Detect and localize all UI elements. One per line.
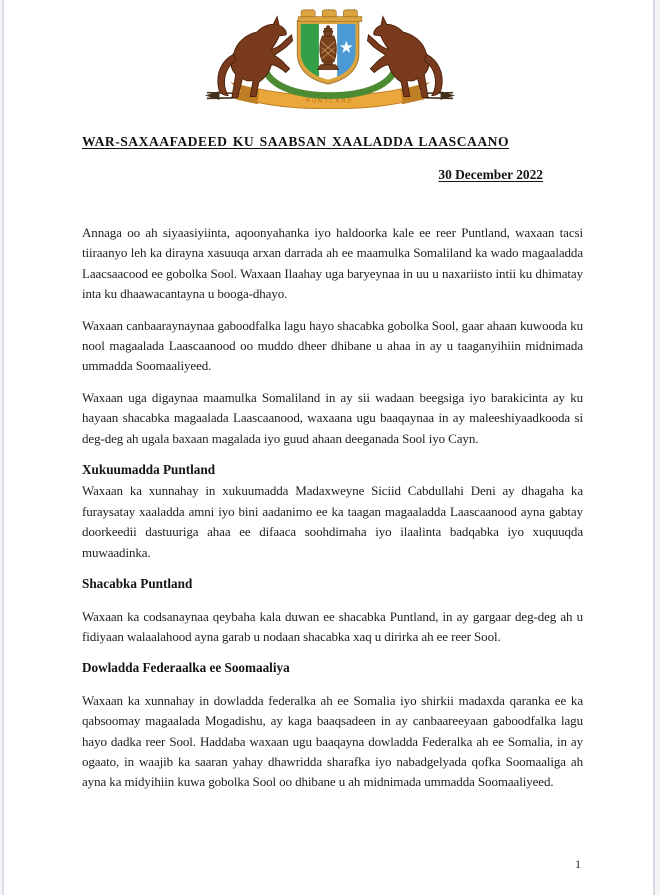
heading-shacabka-puntland: Shacabka Puntland (82, 576, 193, 592)
crown-icon (298, 9, 361, 22)
paragraph-warning-somaliland: Waxaan uga digaynaa maamulka Somaliland in ay sii wadaan beegsiga iyo barakicinta ay ku hayaan shacabka magaalada Laascaanood, waxaana ugu baaqaynaa in ay maleeshiyaadkooda si deg-deg ah ugala baxaan magalada iyo guud ahaan deeganada Sool iyo Cayn. (82, 389, 583, 446)
page-number: 1 (575, 857, 581, 871)
page-edge-right-outer (655, 0, 660, 895)
document-content (0, 134, 660, 793)
heading-dowladda-federaalka: Dowladda Federaalka ee Soomaaliya (82, 660, 290, 676)
ribbon-text: PUNTLAND (306, 98, 354, 105)
paragraph-condolence: Annaga oo ah siyaasiyiinta, aqoonyahanka iyo haldoorka kale ee reer Puntland, waxaan tacsi tiiraanyo leh ka dirayna xasuuqa arxan darrada ah ee maamulka Somaliland ka wado magaaladda Laacsaacood ee gobolka Sool. Waxaan Ilaahay uga baryeynaa in uu u naxariisto intii ku dhimatay inta ku dhaawacantayna u booga-dhayo. (82, 225, 583, 302)
paragraph-condemnation: Waxaan canbaaraynaynaa gaboodfalka lagu hayo shacabka gobolka Sool, gaar ahaan kuwooda ku nool magaalada Laascaanood oo muddo dheer dhibane u ahaa in ay u taaganyihiin midnimada ummadda Soomaaliyeed. (82, 317, 583, 374)
shield-icon (297, 21, 359, 84)
paragraph-puntland-government: Waxaan ka xunnahay in xukuumadda Madaxweyne Siciid Cabdullahi Deni ay dhagaha ka furaysatay xaaladda amni iyo bini aadanimo ee ka taagan magaaladda Laascaanood ayna gabtay doorkeedii dastuuriga ahaa ee difaaca soohdimaha iyo ilaalinta badqabka iyo xuquuqda muwaadinka. (82, 483, 583, 560)
paragraph-puntland-people: Waxaan ka codsanaynaa qeybaha kala duwan ee shacabka Puntland, in ay gargaar deg-deg ah u fidiyaan walaalahood ayna garab u nodaan shacabka xaq u dirirka ah ee reer Sool. (82, 608, 583, 644)
puntland-coat-of-arms (202, 9, 458, 109)
press-release-title: WAR-SAXAAFADEED KU SAABSAN XAALADDA LAASCAANO (82, 134, 510, 149)
document-date: 30 December 2022 (438, 167, 543, 182)
letterhead (0, 0, 660, 111)
document-body (82, 223, 583, 793)
page-edge-left-line (2, 0, 4, 895)
paragraph-federal-government: Waxaan ka xunnahay in dowladda federalka ah ee Somalia iyo shirkii madaxda qaranka ee ka qabsoomay magaalada Mogadishu, ay kaga baaqsadeen in ay canbaareeyaan gaboodfalka lagu hayo dadka reer Sool. Haddaba waxaan ugu baaqayna dowladda Federalka ah ee Somalia, in ay ogaato, in waajib ka saaran yahay dhawridda sharafka iyo nabadgelyada qofka Soomaaliga ah ayna ka midyihiin kuwa gobolka Sool oo dhibane u ah midnimada ummadda Soomaaliyeed. (82, 692, 583, 790)
heading-xukuumadda-puntland: Xukuumadda Puntland (82, 462, 216, 478)
